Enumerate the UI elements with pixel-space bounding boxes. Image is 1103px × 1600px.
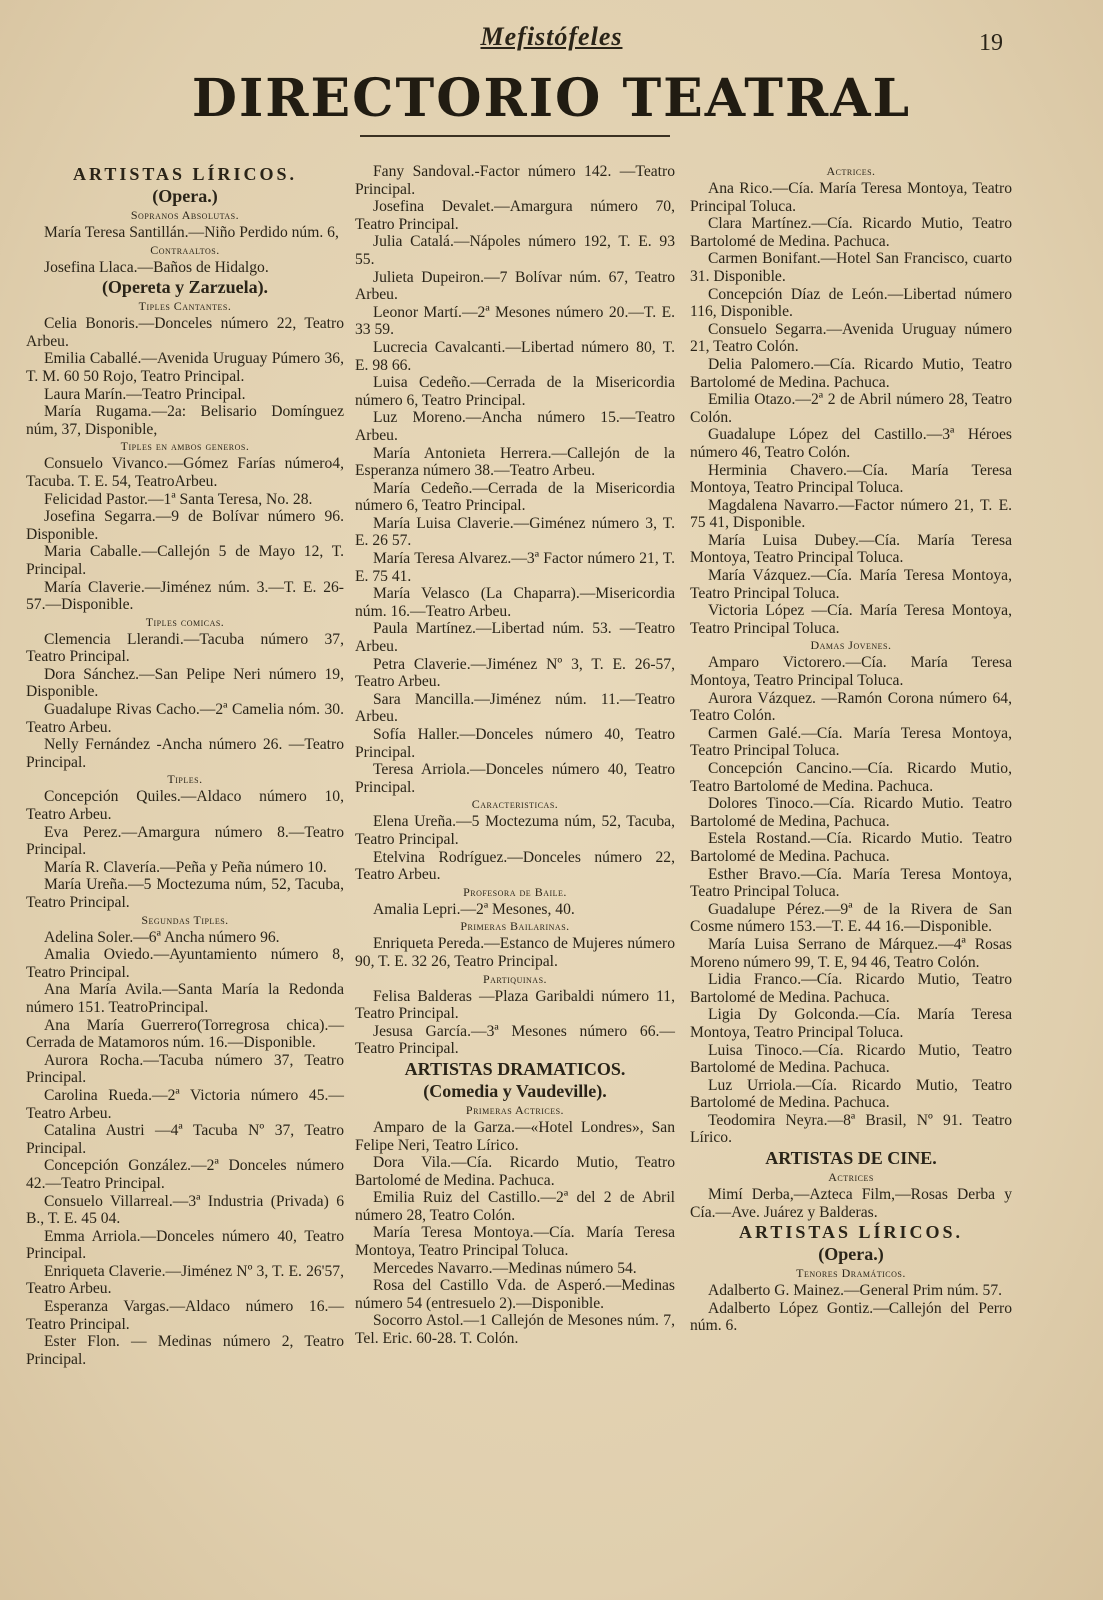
directory-entry: Dora Vila.—Cía. Ricardo Mutio, Teatro Bartolomé de Medina. Pachuca.: [355, 1154, 675, 1189]
directory-entry: Josefina Llaca.—Baños de Hidalgo.: [44, 258, 269, 276]
column-2: [355, 163, 675, 1348]
section-heading: Tiples comicas.: [145, 614, 225, 629]
section-heading: ARTISTAS LÍRICOS.: [738, 1222, 964, 1243]
section-heading: (Opera.): [152, 186, 218, 206]
directory-entry: Teresa Arriola.—Donceles número 40, Teatro Principal.: [355, 761, 675, 796]
directory-entry: Emilia Ruiz del Castillo.—2ª del 2 de Abril número 28, Teatro Colón.: [355, 1189, 675, 1224]
directory-entry: Emilia Caballé.—Avenida Uruguay Púmero 36, T. M. 60 50 Rojo, Teatro Principal.: [26, 350, 344, 385]
section-heading: (Opera.): [818, 1244, 884, 1265]
section-heading: Tiples Cantantes.: [138, 299, 232, 314]
directory-entry: Amparo de la Garza.—«Hotel Londres», San Felipe Neri, Teatro Lírico.: [355, 1118, 675, 1154]
directory-entry: Jesusa García.—3ª Mesones número 66.—Teatro Principal.: [355, 1022, 675, 1058]
directory-entry: Magdalena Navarro.—Factor número 21, T. E. 75 41, Disponible.: [690, 496, 1012, 532]
directory-entry: Amalia Lepri.—2ª Mesones, 40.: [373, 900, 575, 918]
section-heading: Caracteristicas.: [471, 797, 559, 812]
directory-entry: Luz Moreno.—Ancha número 15.—Teatro Arbeu.: [355, 409, 675, 444]
directory-entry: Herminia Chavero.—Cía. María Teresa Montoya, Teatro Principal Toluca.: [690, 461, 1012, 497]
directory-entry: Dora Sánchez.—San Pelipe Neri número 19, Disponible.: [26, 665, 344, 701]
column-3: [690, 163, 1012, 1335]
directory-entry: Carmen Bonifant.—Hotel San Francisco, cuarto 31. Disponible.: [690, 250, 1012, 285]
directory-entry: Ligia Dy Golconda.—Cía. María Teresa Montoya, Teatro Principal Toluca.: [690, 1006, 1012, 1041]
directory-entry: Catalina Austri —4ª Tacuba Nº 37, Teatro Principal.: [26, 1122, 344, 1157]
section-heading: ARTISTAS DE CINE.: [765, 1148, 937, 1169]
directory-entry: Ana María Guerrero(Torregrosa chica).—Cerrada de Matamoros núm. 16.—Disponible.: [26, 1016, 344, 1052]
section-heading: Sopranos Absolutas.: [130, 208, 240, 222]
directory-entry: Luz Urriola.—Cía. Ricardo Mutio, Teatro Bartolomé de Medina. Pachuca.: [690, 1076, 1012, 1112]
title-rule: [360, 135, 670, 137]
directory-entry: Mimí Derba,—Azteca Film,—Rosas Derba y Cía.—Ave. Juárez y Balderas.: [690, 1186, 1012, 1221]
directory-entry: Luisa Tinoco.—Cía. Ricardo Mutio, Teatro Bartolomé de Medina. Pachuca.: [690, 1041, 1012, 1077]
directory-entry: María Teresa Montoya.—Cía. María Teresa Montoya, Teatro Principal Toluca.: [355, 1224, 675, 1260]
directory-entry: Consuelo Villarreal.—3ª Industria (Privada) 6 B., T. E. 45 04.: [26, 1192, 344, 1228]
directory-entry: Sofía Haller.—Donceles número 40, Teatro Principal.: [355, 726, 675, 761]
directory-entry: Adalberto López Gontiz.—Callejón del Perro núm. 6.: [690, 1299, 1012, 1335]
directory-entry: Guadalupe Pérez.—9ª de la Rivera de San Cosme número 153.—T. E. 44 16.—Disponible.: [690, 900, 1012, 936]
directory-entry: María Rugama.—2a: Belisario Domínguez núm, 37, Disponible,: [26, 403, 344, 438]
directory-entry: Amparo Victorero.—Cía. María Teresa Montoya, Teatro Principal Toluca.: [690, 654, 1012, 690]
directory-entry: Felisa Balderas —Plaza Garibaldi número 11, Teatro Principal.: [355, 987, 675, 1023]
directory-entry: Petra Claverie.—Jiménez Nº 3, T. E. 26-57, Teatro Arbeu.: [355, 655, 675, 691]
directory-entry: Estela Rostand.—Cía. Ricardo Mutio. Teatro Bartolomé de Medina. Pachuca.: [690, 830, 1012, 865]
section-heading: ARTISTAS LÍRICOS.: [72, 164, 298, 184]
directory-entry: María Luisa Serrano de Márquez.—4ª Rosas Moreno número 99, T. E, 94 46, Teatro Colón.: [690, 935, 1012, 971]
directory-entry: Amalia Oviedo.—Ayuntamiento número 8, Teatro Principal.: [26, 946, 344, 981]
directory-entry: Socorro Astol.—1 Callejón de Mesones núm. 7, Tel. Eric. 60-28. T. Colón.: [355, 1312, 675, 1348]
directory-entry: María Teresa Alvarez.—3ª Factor número 21, T. E. 75 41.: [355, 550, 675, 585]
directory-entry: Aurora Rocha.—Tacuba número 37, Teatro Principal.: [26, 1051, 344, 1087]
section-heading: ARTISTAS DRAMATICOS.: [404, 1058, 626, 1079]
directory-entry: Dolores Tinoco.—Cía. Ricardo Mutio. Teatro Bartolomé de Medina, Pachuca.: [690, 795, 1012, 830]
directory-entry: Luisa Cedeño.—Cerrada de la Misericordia número 6, Teatro Principal.: [355, 374, 675, 409]
directory-entry: María Teresa Santillán.—Niño Perdido núm. 6,: [44, 224, 339, 241]
section-heading: (Opereta y Zarzuela).: [101, 277, 269, 298]
magazine-name: Mefistófeles: [480, 22, 623, 51]
directory-entry: María Antonieta Herrera.—Callejón de la Esperanza número 38.—Teatro Arbeu.: [355, 444, 675, 480]
directory-entry: Ana María Avila.—Santa María la Redonda número 151. TeatroPrincipal.: [26, 981, 344, 1016]
section-heading: Primeras Actrices.: [465, 1102, 565, 1117]
directory-entry: María R. Clavería.—Peña y Peña número 10.: [44, 858, 327, 876]
directory-entry: Celia Bonoris.—Donceles número 22, Teatro Arbeu.: [26, 315, 344, 350]
section-heading: Damas Jovenes.: [810, 638, 892, 653]
directory-entry: Josefina Segarra.—9 de Bolívar número 96. Disponible.: [26, 508, 344, 543]
section-heading: Segundas Tiples.: [141, 912, 229, 927]
directory-entry: Laura Marín.—Teatro Principal.: [44, 385, 246, 403]
directory-entry: María Velasco (La Chaparra).—Misericordia núm. 16.—Teatro Arbeu.: [355, 585, 675, 620]
directory-entry: Nelly Fernández -Ancha número 26. —Teatro Principal.: [26, 736, 344, 771]
directory-entry: Clemencia Llerandi.—Tacuba número 37, Teatro Principal.: [26, 630, 344, 666]
directory-entry: Mercedes Navarro.—Medinas número 54.: [373, 1259, 637, 1277]
directory-entry: María Vázquez.—Cía. María Teresa Montoya, Teatro Principal Toluca.: [690, 567, 1012, 602]
directory-entry: María Ureña.—5 Moctezuma núm, 52, Tacuba, Teatro Principal.: [26, 876, 344, 911]
directory-entry: Enriqueta Claverie.—Jiménez Nº 3, T. E. 26'57, Teatro Arbeu.: [26, 1262, 344, 1298]
directory-entry: Concepción Quiles.—Aldaco número 10, Teatro Arbeu.: [26, 788, 344, 824]
directory-entry: Lucrecia Cavalcanti.—Libertad número 80, T. E. 98 66.: [355, 338, 675, 374]
directory-entry: Concepción Cancino.—Cía. Ricardo Mutio, Teatro Bartolomé de Medina. Pachuca.: [690, 760, 1012, 795]
directory-entry: Paula Martínez.—Libertad núm. 53. —Teatro Arbeu.: [355, 620, 675, 656]
directory-entry: Ester Flon. — Medinas número 2, Teatro Principal.: [26, 1333, 344, 1368]
directory-entry: Ana Rico.—Cía. María Teresa Montoya, Teatro Principal Toluca.: [690, 180, 1012, 215]
directory-entry: Rosa del Castillo Vda. de Asperó.—Medinas número 54 (entresuelo 2).—Disponible.: [355, 1277, 675, 1312]
directory-entry: Guadalupe López del Castillo.—3ª Héroes número 46, Teatro Colón.: [690, 426, 1012, 461]
directory-entry: Elena Ureña.—5 Moctezuma núm, 52, Tacuba, Teatro Principal.: [355, 813, 675, 848]
section-heading: Primeras Bailarinas.: [460, 919, 570, 934]
page-title: DIRECTORIO TEATRAL: [191, 68, 912, 129]
directory-entry: María Cedeño.—Cerrada de la Misericordia número 6, Teatro Principal.: [355, 479, 675, 515]
directory-entry: Emma Arriola.—Donceles número 40, Teatro Principal.: [26, 1227, 344, 1263]
section-heading: Tiples en ambos generos.: [120, 439, 250, 454]
directory-entry: Sara Mancilla.—Jiménez núm. 11.—Teatro Arbeu.: [355, 690, 675, 726]
directory-entry: Josefina Devalet.—Amargura número 70, Teatro Principal.: [355, 198, 675, 233]
directory-entry: Esther Bravo.—Cía. María Teresa Montoya, Teatro Principal Toluca.: [690, 865, 1012, 901]
directory-entry: Consuelo Vivanco.—Gómez Farías número4, Tacuba. T. E. 54, TeatroArbeu.: [26, 455, 344, 490]
directory-entry: Julieta Dupeiron.—7 Bolívar núm. 67, Teatro Arbeu.: [355, 268, 675, 304]
directory-entry: Eva Perez.—Amargura número 8.—Teatro Principal.: [26, 823, 344, 859]
directory-entry: Guadalupe Rivas Cacho.—2ª Camelia nóm. 30. Teatro Arbeu.: [26, 701, 344, 736]
directory-entry: Esperanza Vargas.—Aldaco número 16.—Teatro Principal.: [26, 1298, 344, 1333]
section-heading: Partiquinas.: [482, 971, 548, 986]
directory-entry: Consuelo Segarra.—Avenida Uruguay número 21, Teatro Colón.: [690, 320, 1012, 356]
directory-entry: Felicidad Pastor.—1ª Santa Teresa, No. 28.: [44, 490, 313, 508]
section-heading: Actrices.: [826, 164, 876, 178]
section-heading: Contraaltos.: [150, 242, 220, 257]
directory-entry: Maria Caballe.—Callejón 5 de Mayo 12, T. Principal.: [26, 543, 344, 578]
page-number: 19: [979, 30, 1003, 56]
directory-entry: María Claverie.—Jiménez núm. 3.—T. E. 26-57.—Disponible.: [26, 578, 344, 614]
directory-entry: Adalberto G. Mainez.—General Prim núm. 57.: [708, 1282, 1003, 1300]
directory-entry: Aurora Vázquez. —Ramón Corona número 64, Teatro Colón.: [690, 689, 1012, 725]
directory-entry: Emilia Otazo.—2ª 2 de Abril número 28, Teatro Colón.: [690, 391, 1012, 426]
directory-entry: Delia Palomero.—Cía. Ricardo Mutio, Teatro Bartolomé de Medina. Pachuca.: [690, 355, 1012, 391]
directory-entry: Carmen Galé.—Cía. María Teresa Montoya, Teatro Principal Toluca.: [690, 724, 1012, 760]
section-heading: Tenores Dramáticos.: [796, 1266, 906, 1281]
directory-entry: Adelina Soler.—6ª Ancha número 96.: [44, 928, 280, 946]
directory-entry: Victoria López —Cía. María Teresa Montoya, Teatro Principal Toluca.: [690, 602, 1012, 637]
directory-entry: Leonor Martí.—2ª Mesones número 20.—T. E. 33 59.: [355, 303, 675, 339]
directory-entry: Fany Sandoval.-Factor número 142. —Teatro Principal.: [355, 163, 675, 198]
directory-entry: María Luisa Dubey.—Cía. María Teresa Montoya, Teatro Principal Toluca.: [690, 531, 1012, 567]
directory-entry: Julia Catalá.—Nápoles número 192, T. E. 93 55.: [355, 233, 675, 268]
section-heading: Tiples.: [167, 772, 203, 787]
section-heading: (Comedia y Vaudeville).: [423, 1080, 607, 1101]
section-heading: Profesora de Baile.: [463, 884, 567, 899]
directory-entry: Concepción Díaz de León.—Libertad número 116, Disponible.: [690, 285, 1012, 321]
directory-entry: Carolina Rueda.—2ª Victoria número 45.—Teatro Arbeu.: [26, 1086, 344, 1122]
column-1: [26, 163, 344, 1368]
directory-entry: Enriqueta Pereda.—Estanco de Mujeres número 90, T. E. 32 26, Teatro Principal.: [355, 935, 675, 970]
directory-entry: Clara Martínez.—Cía. Ricardo Mutio, Teatro Bartolomé de Medina. Pachuca.: [690, 215, 1012, 250]
directory-entry: Etelvina Rodríguez.—Donceles número 22, Teatro Arbeu.: [355, 848, 675, 884]
directory-entry: María Luisa Claverie.—Giménez número 3, T. E. 26 57.: [355, 514, 675, 550]
directory-entry: Teodomira Neyra.—8ª Brasil, Nº 91. Teatro Lírico.: [690, 1111, 1012, 1147]
directory-entry: Concepción González.—2ª Donceles número 42.—Teatro Principal.: [26, 1157, 344, 1192]
section-heading: Actrices: [828, 1170, 874, 1185]
directory-entry: Lidia Franco.—Cía. Ricardo Mutio, Teatro Bartolomé de Medina. Pachuca.: [690, 971, 1012, 1006]
